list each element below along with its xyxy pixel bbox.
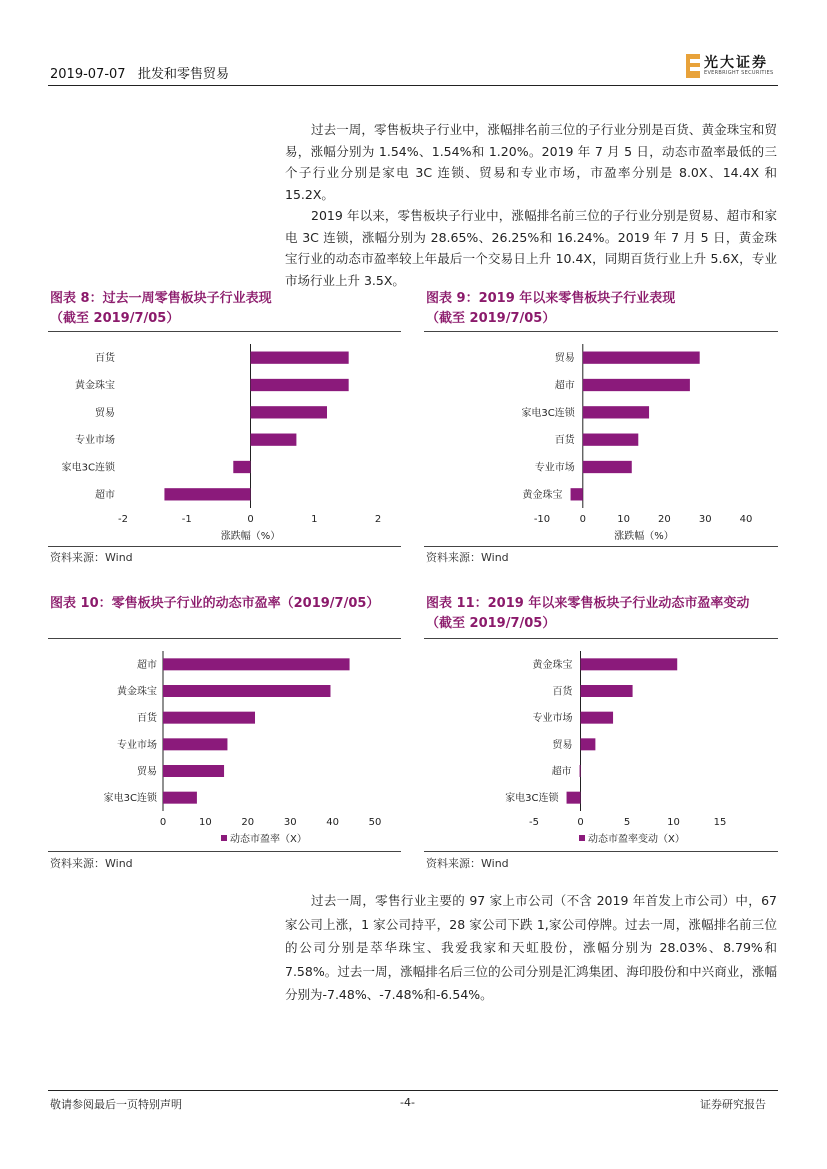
bar [164,488,250,500]
category-label: 超市 [137,659,157,671]
bar [251,352,349,364]
intro-paragraph-2: 2019 年以来，零售板块子行业中，涨幅排名前三位的子行业分别是贸易、超市和家电 3C 连锁，涨幅分别为 28.65%、26.25%和 16.24%。2019 年 7 月 5 日，黄金珠宝行业的动态市盈率较上年最后一个交易日上升 10.4X，同期百货行业上升 5.6X，专业市场行业上升 3.5X。 [285,208,777,288]
figure-8-bottom-rule [48,546,401,547]
logo-english: EVERBRIGHT SECURITIES [704,70,774,76]
tick-label: 30 [283,817,297,828]
tick-label: 30 [698,514,712,525]
bar [163,792,197,804]
figure-8-source: 资料来源：Wind [50,551,133,564]
bar [163,685,330,697]
category-label: 专业市场 [117,739,157,751]
bar [580,765,581,777]
category-label: 专业市场 [532,713,573,725]
figure-11-bottom-rule [424,851,778,852]
tick-label: 0 [577,817,584,828]
logo-mark-icon [686,54,700,78]
legend-swatch [221,835,227,841]
figure-8-title [50,289,272,329]
bar [251,406,328,418]
figure-11-chart [424,643,779,851]
figure-10-chart [48,643,403,851]
category-label: 贸易 [137,766,157,778]
tick-label: 0 [579,514,586,525]
figure-10-top-rule [48,638,401,639]
company-logo [686,52,778,82]
bar [163,738,227,750]
x-axis-label: 涨跌幅（%） [614,531,674,542]
tick-label: -1 [181,514,192,525]
bar [163,765,224,777]
footer-report-type: 证券研究报告 [700,1098,766,1111]
figure-10-title-line1: 图表 10：零售板块子行业的动态市盈率（2019/7/05） [50,596,380,611]
bar [581,685,633,697]
bar [583,379,690,391]
tick-label: 50 [368,817,382,828]
tick-label: -5 [529,817,539,828]
x-axis-label: 涨跌幅（%） [220,531,281,542]
bar [581,712,614,724]
figure-11-top-rule [424,638,778,639]
figure-10-bottom-rule [48,851,401,852]
bar [233,461,250,473]
figure-8-title-line2: （截至 2019/7/05） [50,311,180,326]
tick-label: -10 [533,514,551,525]
header-date-section [50,63,229,82]
category-label: 家电3C连锁 [61,462,115,474]
legend-label: 动态市盈率（X） [230,834,307,845]
intro-paragraph-1: 过去一周，零售板块子行业中，涨幅排名前三位的子行业分别是百货、黄金珠宝和贸易，涨幅分别为 1.54%、1.54%和 1.20%。2019 年 7 月 5 日，动态市盈率最低的三个子行业分别是家电 3C 连锁、贸易和专业市场，市盈率分别是 8.0X、14.4X 和 15.2X。 [285,122,777,202]
tick-label: 10 [667,817,680,828]
figure-9-title-line2: （截至 2019/7/05） [426,311,556,326]
figure-8-title-line1: 图表 8：过去一周零售板块子行业表现 [50,291,272,306]
category-label: 专业市场 [75,435,115,447]
legend-swatch [579,835,585,841]
legend-label: 动态市盈率变动（X） [588,834,685,845]
bar [163,712,255,724]
figure-9-title-line1: 图表 9：2019 年以来零售板块子行业表现 [426,291,676,306]
figure-11-title-line1: 图表 11：2019 年以来零售板块子行业动态市盈率变动 [426,596,750,611]
report-date: 2019-07-07 [50,67,126,82]
bar [251,434,297,446]
category-label: 家电3C连锁 [521,407,575,419]
tick-label: 1 [311,514,318,525]
tick-label: 10 [199,817,212,828]
bar [567,792,581,804]
footer-divider [48,1090,778,1091]
category-label: 家电3C连锁 [505,793,559,805]
category-label: 超市 [551,766,572,778]
tick-label: 0 [159,817,167,828]
bar [583,434,638,446]
tick-label: 2 [374,514,382,525]
category-label: 黄金珠宝 [75,380,115,392]
bar [583,461,632,473]
category-label: 贸易 [554,353,575,365]
category-label: 专业市场 [534,462,575,474]
category-label: 超市 [95,489,115,501]
figure-9-source: 资料来源：Wind [426,551,509,564]
bar [583,406,649,418]
category-label: 超市 [554,380,575,392]
figure-11-title-line2: （截至 2019/7/05） [426,616,556,631]
report-section: 批发和零售贸易 [137,67,229,82]
tick-label: -2 [118,514,128,525]
figure-9-top-rule [424,331,778,332]
figure-9-title [426,289,675,329]
category-label: 贸易 [552,739,573,751]
figure-10-title [50,594,379,614]
tick-label: 20 [658,514,671,525]
figure-10-source: 资料来源：Wind [50,857,133,870]
header-divider [48,85,778,86]
category-label: 百货 [137,713,157,725]
tick-label: 20 [241,817,255,828]
figure-11-title [426,594,749,634]
category-label: 黄金珠宝 [522,489,563,501]
tick-label: 10 [617,514,630,525]
figure-8-top-rule [48,331,401,332]
category-label: 黄金珠宝 [117,686,157,698]
footer-disclaimer: 敬请参阅最后一页特别声明 [50,1098,182,1111]
category-label: 黄金珠宝 [532,659,573,671]
figure-8-chart [48,336,403,546]
category-label: 贸易 [95,407,115,419]
tick-label: 0 [247,514,254,525]
tick-label: 40 [326,817,339,828]
page-number: -4- [400,1096,415,1109]
category-label: 百货 [552,686,573,698]
tick-label: 5 [623,817,631,828]
figure-11-source: 资料来源：Wind [426,857,509,870]
category-label: 家电3C连锁 [103,793,157,805]
outro-text [285,889,777,1007]
intro-text [285,119,777,291]
bar [571,488,583,500]
bar [581,738,596,750]
tick-label: 40 [739,514,753,525]
bar [163,658,350,670]
outro-paragraph-1: 过去一周，零售行业主要的 97 家上市公司（不含 2019 年首发上市公司）中，67 家公司上涨，1 家公司持平，28 家公司下跌 1,家公司停牌。过去一周，涨幅排名前三位的公司分别是萃华珠宝、我爱我家和天虹股份，涨幅分别为 28.03%、8.79%和 7.58%。过去一周，涨幅排名后三位的公司分别是汇鸿集团、海印股份和中兴商业，涨幅分别为-7.48%、-7.48%和-6.54%。 [285,893,777,1002]
category-label: 百货 [95,353,115,365]
tick-label: 15 [713,817,727,828]
bar [251,379,349,391]
figure-9-chart [424,336,779,546]
category-label: 百货 [554,435,575,447]
bar [581,658,678,670]
figure-9-bottom-rule [424,546,778,547]
logo-name: 光大证券 [704,55,768,71]
bar [583,352,700,364]
